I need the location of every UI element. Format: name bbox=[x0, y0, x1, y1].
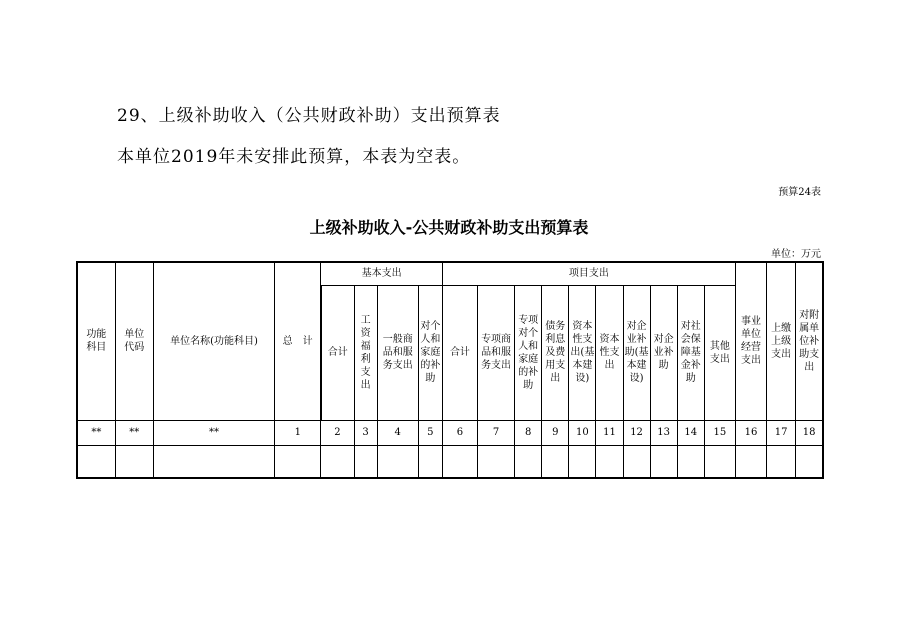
table-cell bbox=[321, 445, 354, 478]
code-cell: ** bbox=[115, 420, 153, 445]
table-cell bbox=[478, 445, 515, 478]
header-basic-goods: 一般商品和服务支出 bbox=[377, 285, 418, 420]
table-cell bbox=[704, 445, 735, 478]
table-title: 上级补助收入-公共财政补助支出预算表 bbox=[309, 218, 589, 237]
header-func-code: 功能科目 bbox=[77, 262, 115, 420]
code-cell: 6 bbox=[442, 420, 477, 445]
table-cell bbox=[275, 445, 321, 478]
table-row-empty bbox=[77, 445, 823, 478]
code-cell: 14 bbox=[677, 420, 704, 445]
table-cell bbox=[796, 445, 823, 478]
table-cell bbox=[569, 445, 596, 478]
table-cell bbox=[153, 445, 274, 478]
header-proj-goods: 专项商品和服务支出 bbox=[478, 285, 515, 420]
table-cell bbox=[77, 445, 115, 478]
table-cell bbox=[418, 445, 442, 478]
table-cell bbox=[650, 445, 677, 478]
header-proj-enterprise-build: 对企业补助(基本建设) bbox=[623, 285, 650, 420]
form-code: 预算24表 bbox=[778, 187, 821, 198]
code-cell: ** bbox=[77, 420, 115, 445]
table-cell bbox=[767, 445, 796, 478]
code-cell: 5 bbox=[418, 420, 442, 445]
table-cell bbox=[442, 445, 477, 478]
header-project-group: 项目支出 bbox=[442, 262, 735, 285]
header-basic-total: 合计 bbox=[321, 285, 354, 420]
code-cell: 7 bbox=[478, 420, 515, 445]
header-proj-other: 其他支出 bbox=[704, 285, 735, 420]
code-cell: 8 bbox=[515, 420, 542, 445]
empty-table-note: 本单位2019年未安排此预算，本表为空表。 bbox=[117, 147, 471, 167]
header-total: 总 计 bbox=[275, 262, 321, 420]
code-cell: 10 bbox=[569, 420, 596, 445]
code-cell: 4 bbox=[377, 420, 418, 445]
table-cell bbox=[515, 445, 542, 478]
table-cell bbox=[377, 445, 418, 478]
code-cell: 16 bbox=[735, 420, 766, 445]
header-proj-debt: 债务利息及费用支出 bbox=[542, 285, 569, 420]
code-cell: ** bbox=[153, 420, 274, 445]
table-cell bbox=[354, 445, 377, 478]
code-cell: 3 bbox=[354, 420, 377, 445]
header-basic-group: 基本支出 bbox=[321, 262, 442, 285]
header-unit-name: 单位名称(功能科目) bbox=[153, 262, 274, 420]
table-cell bbox=[623, 445, 650, 478]
table-cell bbox=[542, 445, 569, 478]
budget-table bbox=[76, 261, 824, 479]
header-basic-salary: 工资福利支出 bbox=[354, 285, 377, 420]
section-heading: 29、上级补助收入（公共财政补助）支出预算表 bbox=[117, 106, 501, 126]
header-unit-code: 单位代码 bbox=[115, 262, 153, 420]
table-cell bbox=[677, 445, 704, 478]
header-subsidiary: 对附属单位补助支出 bbox=[796, 262, 823, 420]
code-cell: 9 bbox=[542, 420, 569, 445]
table-cell bbox=[596, 445, 623, 478]
table-code-row bbox=[77, 420, 823, 445]
header-basic-personal: 对个人和家庭的补助 bbox=[418, 285, 442, 420]
header-higher: 上缴上级支出 bbox=[767, 262, 796, 420]
header-proj-social: 对社会保障基金补助 bbox=[677, 285, 704, 420]
header-proj-total: 合计 bbox=[442, 285, 477, 420]
code-cell: 1 bbox=[275, 420, 321, 445]
table-cell bbox=[115, 445, 153, 478]
header-proj-capital-build: 资本性支出(基本建设) bbox=[569, 285, 596, 420]
header-business: 事业单位经营支出 bbox=[735, 262, 766, 420]
code-cell: 18 bbox=[796, 420, 823, 445]
code-cell: 13 bbox=[650, 420, 677, 445]
code-cell: 17 bbox=[767, 420, 796, 445]
header-proj-enterprise: 对企业补助 bbox=[650, 285, 677, 420]
code-cell: 15 bbox=[704, 420, 735, 445]
code-cell: 12 bbox=[623, 420, 650, 445]
header-proj-personal: 专项对个人和家庭的补助 bbox=[515, 285, 542, 420]
table-cell bbox=[735, 445, 766, 478]
header-proj-capital: 资本性支出 bbox=[596, 285, 623, 420]
code-cell: 11 bbox=[596, 420, 623, 445]
code-cell: 2 bbox=[321, 420, 354, 445]
unit-label: 单位：万元 bbox=[771, 249, 821, 260]
